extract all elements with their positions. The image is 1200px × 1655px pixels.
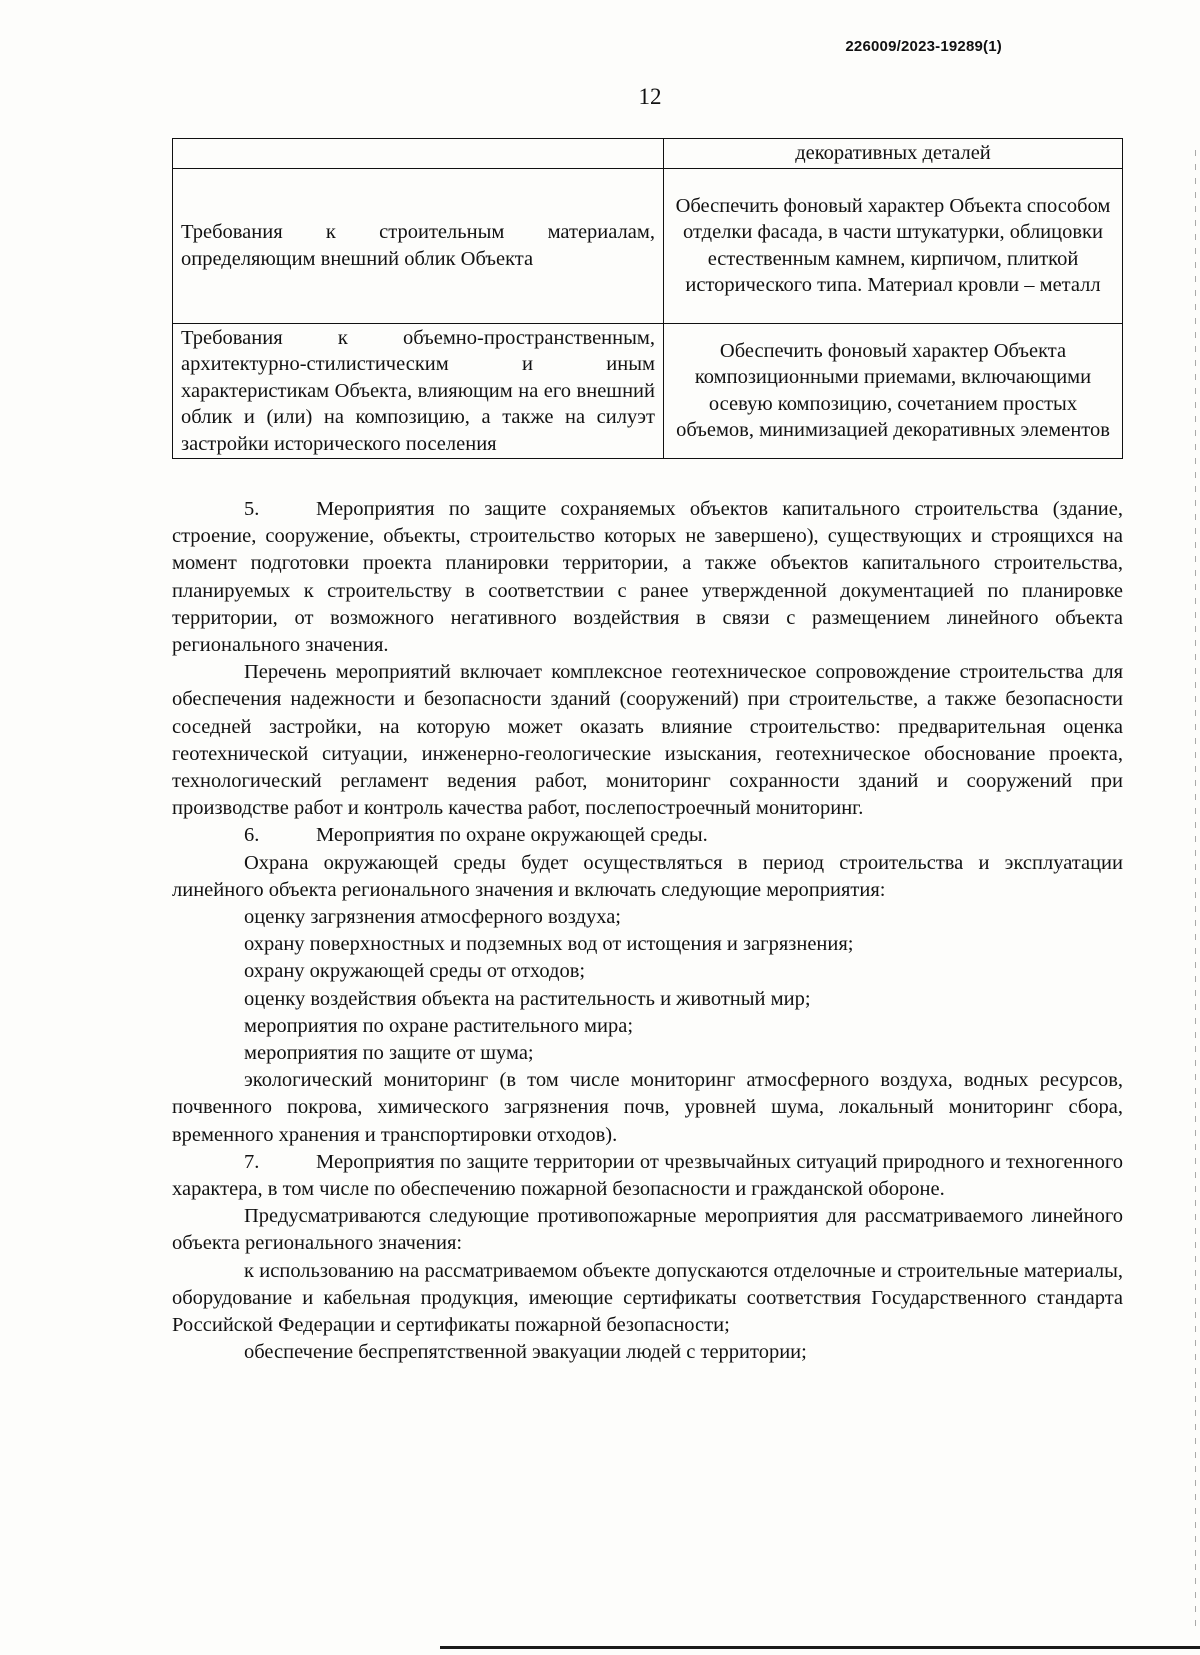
- section-6-text: Мероприятия по охране окружающей среды.: [316, 824, 708, 847]
- section-5-paragraph: [172, 496, 1123, 659]
- section-number: 6.: [244, 824, 260, 847]
- section-7-paragraph: [172, 1149, 1123, 1203]
- section-7-text: Мероприятия по защите территории от чрезвычайных ситуаций природного и техногенного характера, в том числе по обеспечению пожарной безопасности и гражданской обороне.: [172, 1150, 1123, 1201]
- table-row: [173, 168, 1123, 323]
- list-item: оценку загрязнения атмосферного воздуха;: [244, 906, 621, 929]
- list-item: охрану окружающей среды от отходов;: [244, 960, 586, 983]
- list-item: охрану поверхностных и подземных вод от истощения и загрязнения;: [244, 933, 854, 956]
- table-row: [173, 323, 1123, 459]
- document-id: 226009/2023-19289(1): [845, 38, 1002, 55]
- table-cell: Требования к строительным материалам, определяющим внешний облик Объекта: [173, 168, 664, 323]
- paragraph: Предусматриваются следующие противопожарные мероприятия для рассматриваемого линейного объекта регионального значения:: [172, 1205, 1123, 1255]
- list-item: мероприятия по защите от шума;: [244, 1042, 534, 1065]
- list-item: оценку воздействия объекта на растительность и животный мир;: [244, 987, 811, 1010]
- section-6-heading: [172, 822, 1123, 849]
- list-item: экологический мониторинг (в том числе мониторинг атмосферного воздуха, водных ресурсов, почвенного покрова, химического загрязнения почв, уровней шума, локальный мониторинг сбора, временного хранения и транспортировки отходов).: [172, 1069, 1123, 1146]
- list-item: к использованию на рассматриваемом объекте допускаются отделочные и строительные материалы, оборудование и кабельная продукция, имеющие сертификаты соответствия Государственного стандарта Российской Федерации и сертификаты пожарной безопасности;: [172, 1259, 1123, 1337]
- paragraph: Перечень мероприятий включает комплексное геотехническое сопровождение строительства для обеспечения надежности и безопасности зданий (сооружений) при строительстве, а также безопасности соседней застройки, на которую может оказать влияние строительство: предварительная оценка геотехнической ситуации, инженерно-геологические изыскания, геотехническое обоснование проекта, технологический регламент ведения работ, мониторинг сохранности зданий и сооружений при производстве работ и контроль качества работ, послепостроечный мониторинг.: [172, 661, 1123, 820]
- table-cell: Требования к объемно-пространственным, архитектурно-стилистическим и иным характеристикам Объекта, влияющим на его внешний облик и (или) на композицию, а также на силуэт застройки исторического поселения: [173, 323, 664, 459]
- bottom-rule: [440, 1646, 1200, 1649]
- document-body: [172, 496, 1123, 1367]
- scan-edge-artifact: [1195, 150, 1196, 1630]
- requirements-table: [172, 138, 1123, 459]
- paragraph: Охрана окружающей среды будет осуществляться в период строительства и эксплуатации линейного объекта регионального значения и включать следующие мероприятия:: [172, 851, 1123, 901]
- list-item: обеспечение беспрепятственной эвакуации людей с территории;: [244, 1341, 807, 1364]
- table-cell: Обеспечить фоновый характер Объекта композиционными приемами, включающими осевую композицию, сочетанием простых объемов, минимизацией декоративных элементов: [664, 323, 1123, 459]
- table-row: [173, 139, 1123, 169]
- section-number: 5.: [244, 498, 260, 520]
- table-cell: Обеспечить фоновый характер Объекта способом отделки фасада, в части штукатурки, облицовки естественным камнем, кирпичом, плиткой исторического типа. Материал кровли – металл: [664, 168, 1123, 323]
- list-item: мероприятия по охране растительного мира;: [244, 1014, 634, 1037]
- page-number: 12: [638, 84, 662, 109]
- section-5-text: Мероприятия по защите сохраняемых объектов капитального строительства (здание, строение, сооружение, объекты, строительство которых не завершено), существующих и строящихся на момент подготовки проекта планировки территории, а также объектов капитального строительства, планируемых к строительству в соответствии с ранее утвержденной документацией по планировке территории, от возможного негативного воздействия в связи с размещением линейного объекта регионального значения.: [172, 498, 1123, 657]
- table-cell: [173, 139, 664, 169]
- section-number: 7.: [244, 1150, 260, 1173]
- table-cell: декоративных деталей: [664, 139, 1123, 169]
